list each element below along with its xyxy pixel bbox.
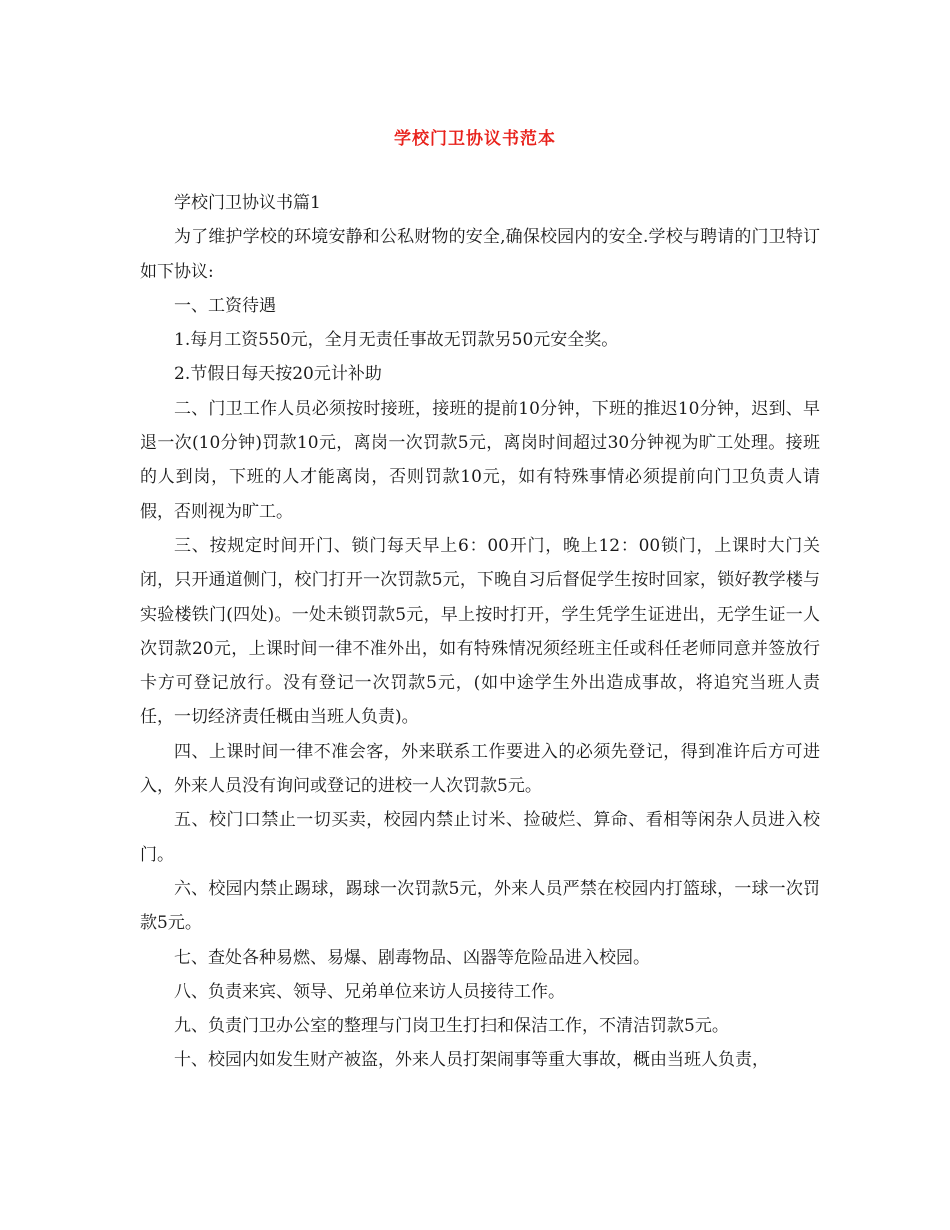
clause-paragraph: 三、按规定时间开门、锁门每天早上6：00开门，晚上12：00锁门，上课时大门关闭，只开通道侧门，校门打开一次罚款5元，下晚自习后督促学生按时回家，锁好教学楼与实验楼铁门(四处)。一处未锁罚款5元，早上按时打开，学生凭学生证进出，无学生证一人次罚款20元，上课时间一律不准外出，如有特殊情况须经班主任或科任老师同意并签放行卡方可登记放行。没有登记一次罚款5元，(如中途学生外出造成事故，将追究当班人责任，一切经济责任概由当班人负责)。 [140, 535, 820, 728]
clause-paragraph: 十、校园内如发生财产被盗，外来人员打架闹事等重大事故，概由当班人负责， [174, 1050, 769, 1071]
clause-heading-salary: 一、工资待遇 [174, 295, 276, 316]
clause-paragraph: 八、负责来宾、领导、兄弟单位来访人员接待工作。 [174, 981, 565, 1002]
clause-paragraph: 四、上课时间一律不准会客，外来联系工作要进入的必须先登记，得到准许后方可进入，外来人员没有询问或登记的进校一人次罚款5元。 [140, 741, 820, 797]
document-title: 学校门卫协议书范本 [394, 129, 556, 149]
clause-paragraph: 九、负责门卫办公室的整理与门岗卫生打扫和保洁工作，不清洁罚款5元。 [174, 1016, 729, 1037]
section-heading: 学校门卫协议书篇1 [174, 193, 321, 213]
clause-paragraph: 五、校门口禁止一切买卖，校园内禁止讨米、捡破烂、算命、看相等闲杂人员进入校门。 [140, 810, 820, 865]
clause-paragraph: 七、查处各种易燃、易爆、剧毒物品、凶器等危险品进入校园。 [174, 947, 650, 968]
clause-item: 2.节假日每天按20元计补助 [174, 364, 382, 385]
document-body [140, 186, 820, 1078]
clause-paragraph: 六、校园内禁止踢球，踢球一次罚款5元，外来人员严禁在校园内打篮球，一球一次罚款5元。 [140, 878, 820, 934]
intro-paragraph: 为了维护学校的环境安静和公私财物的安全,确保校园内的安全.学校与聘请的门卫特订如下协议: [140, 227, 820, 282]
clause-item: 1.每月工资550元，全月无责任事故无罚款另50元安全奖。 [174, 330, 619, 351]
clause-paragraph: 二、门卫工作人员必须按时接班，接班的提前10分钟，下班的推迟10分钟，迟到、早退一次(10分钟)罚款10元，离岗一次罚款5元，离岗时间超过30分钟视为旷工处理。接班的人到岗，下班的人才能离岗，否则罚款10元，如有特殊事情必须提前向门卫负责人请假，否则视为旷工。 [140, 398, 820, 522]
